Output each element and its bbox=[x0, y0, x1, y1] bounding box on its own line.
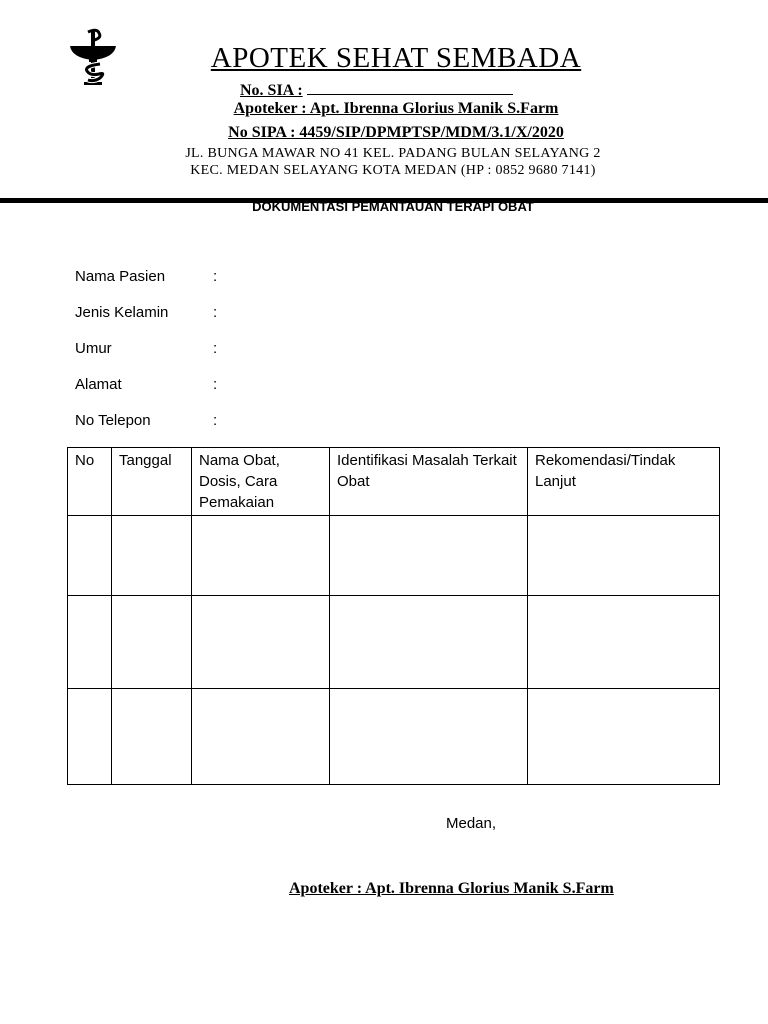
table-row bbox=[68, 516, 720, 596]
field-label-nama-pasien: Nama Pasien bbox=[75, 268, 166, 285]
table-cell[interactable] bbox=[330, 596, 528, 689]
table-cell[interactable] bbox=[528, 689, 720, 785]
table-cell[interactable] bbox=[528, 516, 720, 596]
address-line-2: KEC. MEDAN SELAYANG KOTA MEDAN (HP : 0852 9680 7141) bbox=[190, 163, 596, 178]
header-rekomendasi: Rekomendasi/Tindak Lanjut bbox=[528, 448, 720, 516]
table-cell[interactable] bbox=[330, 689, 528, 785]
header-tanggal: Tanggal bbox=[112, 448, 192, 516]
field-colon: : bbox=[213, 376, 218, 393]
field-label-alamat: Alamat bbox=[75, 376, 122, 393]
header-identifikasi-masalah: Identifikasi Masalah Terkait Obat bbox=[330, 448, 528, 516]
table-row bbox=[68, 596, 720, 689]
table-cell[interactable] bbox=[112, 516, 192, 596]
field-colon: : bbox=[213, 304, 218, 321]
therapy-monitoring-table bbox=[67, 447, 720, 785]
document-heading-text: DOKUMENTASI PEMANTAUAN TERAPI OBAT bbox=[252, 199, 534, 212]
address-line-1: JL. BUNGA MAWAR NO 41 KEL. PADANG BULAN SELAYANG 2 bbox=[185, 146, 601, 161]
field-label-jenis-kelamin: Jenis Kelamin bbox=[75, 304, 169, 321]
table-cell[interactable] bbox=[68, 689, 112, 785]
field-colon: : bbox=[213, 268, 218, 285]
table-cell[interactable] bbox=[112, 689, 192, 785]
header-nama-obat: Nama Obat, Dosis, Cara Pemakaian bbox=[192, 448, 330, 516]
field-colon: : bbox=[213, 412, 218, 429]
table-cell[interactable] bbox=[192, 689, 330, 785]
signature-line: Apoteker : Apt. Ibrenna Glorius Manik S.Farm bbox=[289, 880, 614, 897]
pharmacy-name-title: APOTEK SEHAT SEMBADA bbox=[210, 42, 582, 74]
apoteker-line: Apoteker : Apt. Ibrenna Glorius Manik S.Farm bbox=[233, 100, 559, 117]
table-row bbox=[68, 689, 720, 785]
field-label-umur: Umur bbox=[75, 340, 112, 357]
table-header-row bbox=[68, 448, 720, 516]
table-cell[interactable] bbox=[192, 596, 330, 689]
table-cell[interactable] bbox=[68, 516, 112, 596]
table-cell[interactable] bbox=[330, 516, 528, 596]
table-cell[interactable] bbox=[68, 596, 112, 689]
document-heading bbox=[0, 198, 768, 212]
field-colon: : bbox=[213, 340, 218, 357]
table-cell[interactable] bbox=[528, 596, 720, 689]
sia-blank-field bbox=[307, 80, 513, 95]
sia-number-line bbox=[240, 80, 513, 100]
sipa-number-line: No SIPA : 4459/SIP/DPMPTSP/MDM/3.1/X/2020 bbox=[228, 124, 564, 141]
place-date-label: Medan, bbox=[446, 815, 497, 832]
field-label-no-telepon: No Telepon bbox=[75, 412, 151, 429]
header-no: No bbox=[68, 448, 112, 516]
table-cell[interactable] bbox=[192, 516, 330, 596]
sia-label: No. SIA : bbox=[240, 82, 303, 99]
table-cell[interactable] bbox=[112, 596, 192, 689]
